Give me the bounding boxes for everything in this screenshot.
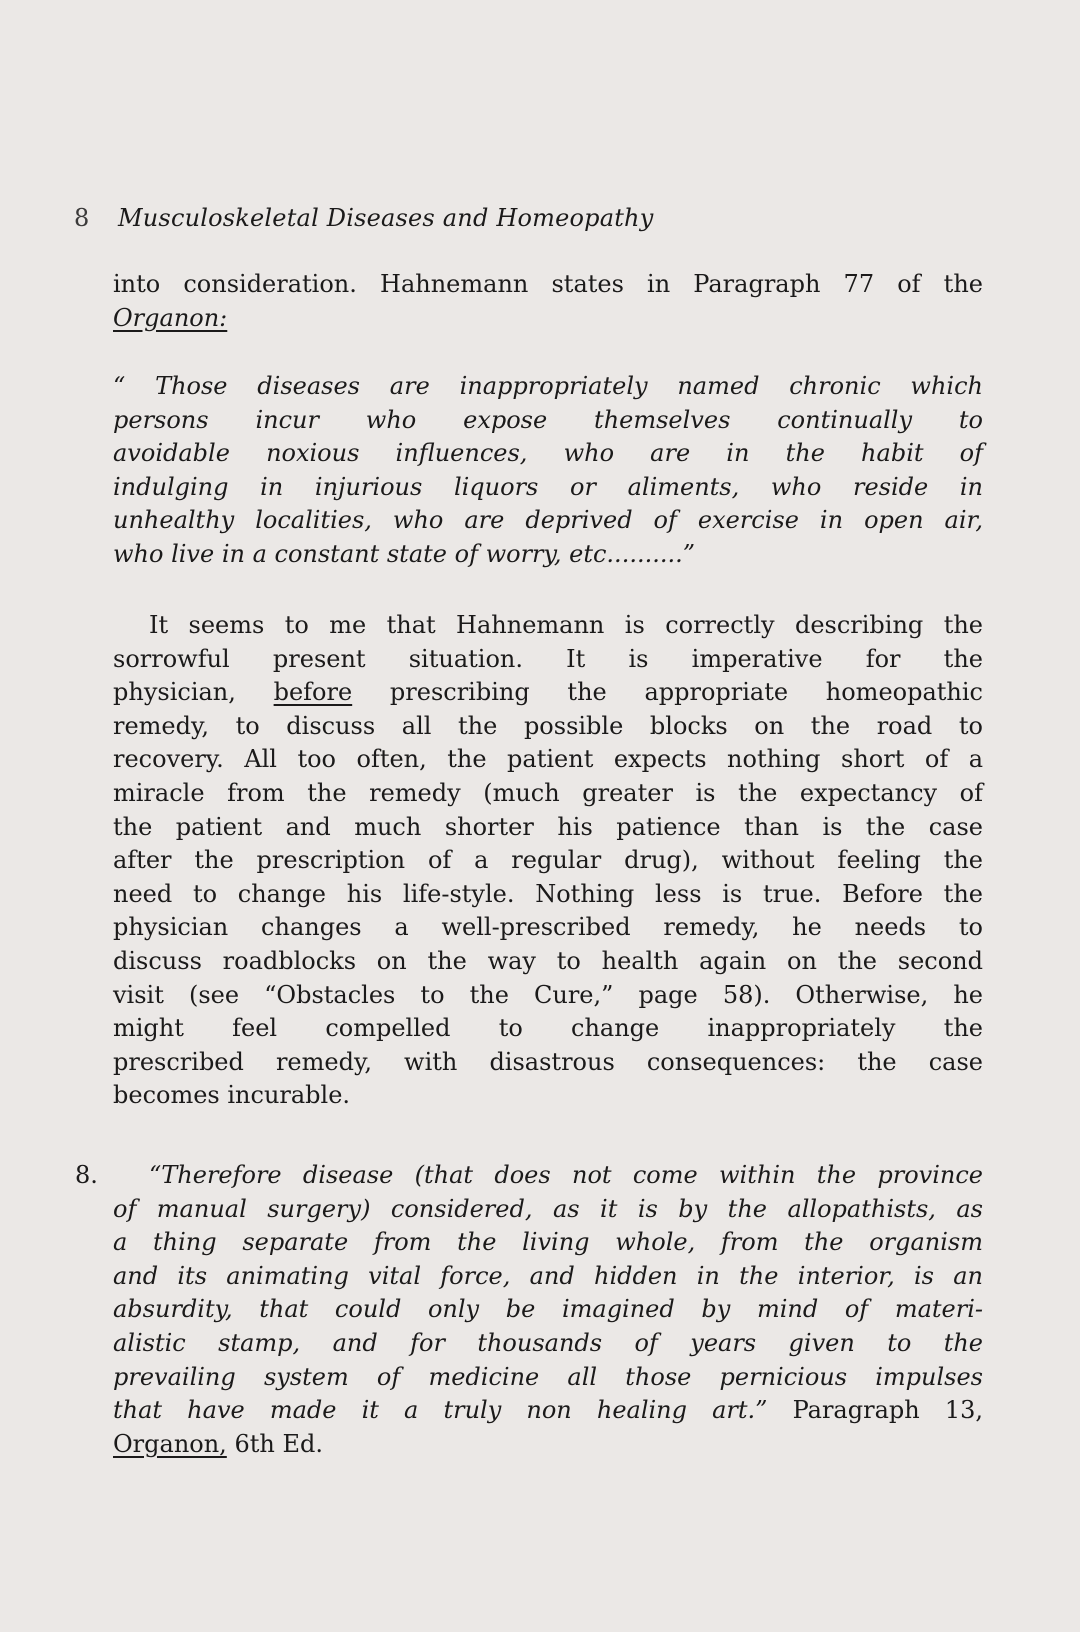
text-line <box>113 302 983 336</box>
quote-line: who live in a constant state of worry, etc..........” <box>113 539 695 568</box>
text-line: physician changes a well-prescribed remedy, he needs to <box>113 913 983 942</box>
page-header <box>74 204 653 232</box>
source-line <box>113 1428 983 1462</box>
quote-line: avoidable noxious influences, who are in the habit of <box>113 439 983 468</box>
quote-line: “Therefore disease (that does not come within the province <box>149 1161 983 1189</box>
paragraph-reference: Paragraph 13, <box>792 1396 983 1425</box>
text-line: remedy, to discuss all the possible blocks on the road to <box>113 711 983 740</box>
text-fragment: prescribing the appropriate homeopathic <box>389 678 983 707</box>
footnote-quote <box>75 1159 983 1461</box>
quote-line: persons incur who expose themselves continually to <box>113 405 983 434</box>
text-line: after the prescription of a regular drug), without feeling the <box>113 846 983 875</box>
quote-line: alistic stamp, and for thousands of years given to the <box>113 1328 983 1357</box>
intro-paragraph <box>113 268 983 335</box>
quote-line: absurdity, that could only be imagined by mind of materi- <box>113 1295 983 1324</box>
quote-line: “ Those diseases are inappropriately named chronic which <box>113 372 983 400</box>
text-line: It seems to me that Hahnemann is correctly describing the <box>149 611 983 639</box>
quote-line <box>113 1394 983 1428</box>
quote-line: of manual surgery) considered, as it is by the allopathists, as <box>113 1194 983 1223</box>
text-line: the patient and much shorter his patience than is the case <box>113 812 983 841</box>
text-line: prescribed remedy, with disastrous consequences: the case <box>113 1047 983 1076</box>
text-line: need to change his life-style. Nothing less is true. Before the <box>113 879 983 908</box>
body-paragraph <box>113 609 983 1113</box>
text-line: sorrowful present situation. It is imperative for the <box>113 644 983 673</box>
organon-source: Organon, <box>113 1429 227 1458</box>
quote-line: indulging in injurious liquors or aliments, who reside in <box>113 472 983 501</box>
text-line <box>113 676 983 710</box>
running-title: Musculoskeletal Diseases and Homeopathy <box>118 204 654 232</box>
quote-line: and its animating vital force, and hidden in the interior, is an <box>113 1261 983 1290</box>
text-line: becomes incurable. <box>113 1081 351 1110</box>
page-number: 8 <box>74 204 90 232</box>
text-line: into consideration. Hahnemann states in Paragraph 77 of the <box>113 270 983 298</box>
quote-chronic-diseases <box>113 370 983 572</box>
text-line: visit (see “Obstacles to the Cure,” page 58). Otherwise, he <box>113 980 983 1009</box>
text-fragment: physician, <box>113 678 236 707</box>
emphasis-before: before <box>273 678 353 707</box>
edition-label: 6th Ed. <box>234 1429 323 1458</box>
text-line: miracle from the remedy (much greater is the expectancy of <box>113 778 983 807</box>
quote-line: a thing separate from the living whole, from the organism <box>113 1228 983 1257</box>
quote-text: that have made it a truly non healing art.” <box>113 1396 768 1425</box>
footnote-number: 8. <box>75 1161 98 1189</box>
text-line: might feel compelled to change inappropriately the <box>113 1014 983 1043</box>
text-line: recovery. All too often, the patient expects nothing short of a <box>113 745 983 774</box>
organon-reference: Organon: <box>113 303 228 332</box>
quote-line: prevailing system of medicine all those pernicious impulses <box>113 1362 983 1391</box>
text-line: discuss roadblocks on the way to health again on the second <box>113 946 983 975</box>
quote-line: unhealthy localities, who are deprived of exercise in open air, <box>113 506 983 535</box>
